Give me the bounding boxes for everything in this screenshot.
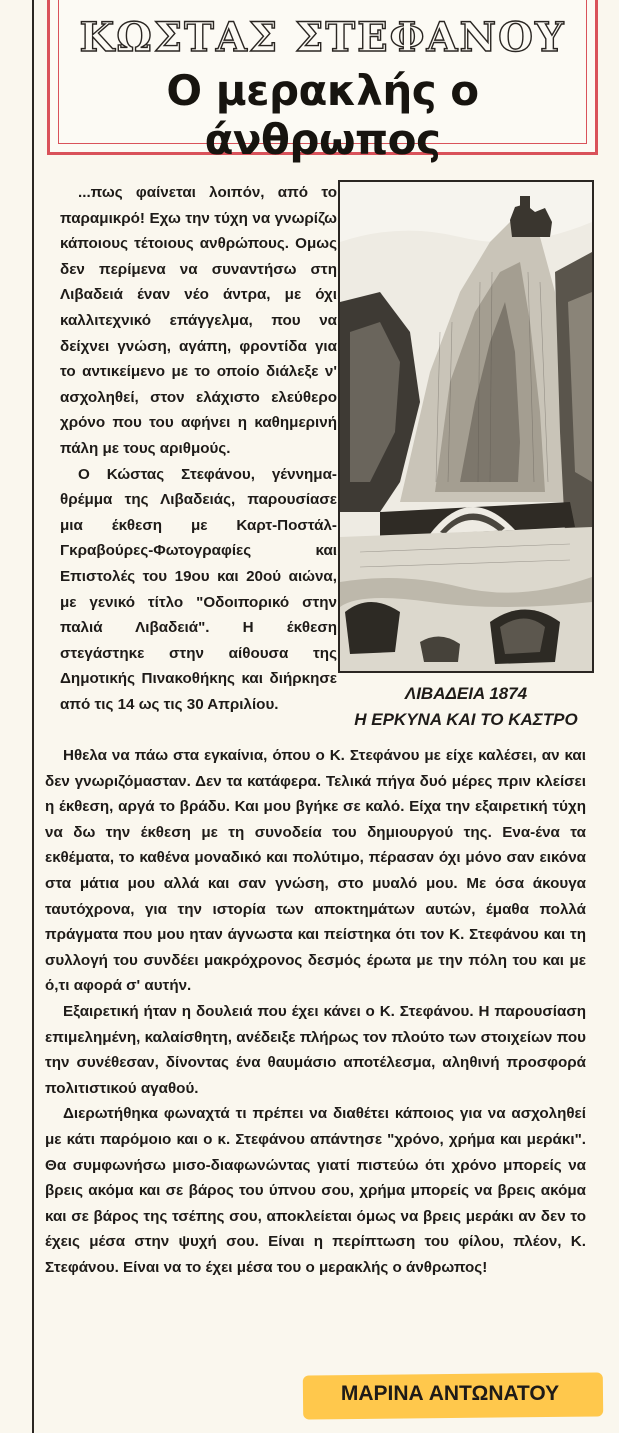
paragraph-4: Εξαιρετική ήταν η δουλειά που έχει κάνει ο Κ. Στεφάνου. Η παρουσίαση επιμελημένη, καλαίσθητη, ανέδειξε πλήρως τον πλούτο των στοιχείων που την συνέθεσαν, δίνοντας ένα θαυμάσιο αποτέλεσμα, αληθινή προσφορά πολιτιστικού αγαθού.	[45, 1002, 586, 1097]
engraving-landscape-icon	[340, 182, 592, 671]
photo-caption-year: ΛΙΒΑΔΕΙΑ 1874	[404, 684, 528, 703]
article-title: Ο μερακλής ο άνθρωπος	[166, 66, 479, 164]
paragraph-3: Ηθελα να πάω στα εγκαίνια, όπου ο Κ. Στεφάνου με είχε καλέσει, αν και δεν γνωριζόμασταν. Δεν τα κατάφερα. Τελικά πήγα δυό μέρες πριν κλείσει η έκθεση, αργά το βράδυ. Και μου βγήκε σε καλό. Είχα την εξαιρετική τύχη να δω την έκθεση με τη συνοδεία του δημιουργού της. Ενα-ένα τα εκθέματα, το καθένα μοναδικό και πολύτιμο, πέρασαν όχι μόνο σαν εικόνα στα μάτια μου αλλά και σαν γνώση, στο μυαλό μου. Με όσα άκουγα ταυτόχρονα, για την ιστορία των αποκτημάτων αυτών, έμαθα πολλά πράγματα που μου ηταν άγνωστα και πείστηκα ότι τον Κ. Στεφάνου και τη συλλογή του συνδέει μακρόχρονος δεσμός έρωτα με την πόλη του και με ό,τι αφορά σ' αυτήν.	[45, 747, 586, 995]
paragraph-2: Ο Κώστας Στεφάνου, γέννημα-θρέμμα της Λιβαδειάς, παρουσίασε μια έκθεση με Καρτ-Ποστάλ-Γκραβούρες-Φωτογραφίες και Επιστολές του 19ου και 20ού αιώνα, με γενικό τίτλο "Οδοιπορικό στην παλιά Λιβαδειά". Η έκθεση στεγάστηκε στην αίθουσα της Δημοτικής Πινακοθήκης και διήρκησε από τις 14 ως τις 30 Απριλίου.	[60, 465, 337, 713]
photo-caption-title: Η ΕΡΚΥΝΑ ΚΑΙ ΤΟ ΚΑΣΤΡΟ	[354, 710, 578, 729]
author-byline: ΜΑΡΙΝΑ ΑΝΤΩΝΑΤΟΥ	[340, 1382, 560, 1405]
headline-frame	[47, 0, 598, 164]
article-body	[45, 743, 586, 1280]
subject-name: ΚΩΣΤΑΣ ΣΤΕΦΑΝΟΥ	[79, 14, 566, 61]
paragraph-5: Διερωτήθηκα φωναχτά τι πρέπει να διαθέτει κάποιος για να ασχοληθεί με κάτι παρόμοιο και ο κ. Στεφάνου απάντησε "χρόνο, χρήμα και μεράκι". Θα συμφωνήσω μισο-διαφωνώντας γιατί πιστεύω ότι χρόνο μπορείς να βρεις ακόμα και σε βάρος του ύπνου σου, χρήμα μπορείς να βρεις ακόμα και σε βάρος της τσέπης σου, αποκλείεται όμως να βρεις μεράκι αν δεν το έχεις μέσα στην ψυχή σου. Είναι η περίπτωση του φίλου, πλέον, Κ. Στεφάνου. Είναι να το έχει μέσα του ο μερακλής ο άνθρωπος!	[45, 1105, 586, 1276]
column-text	[60, 180, 337, 717]
column-rule	[32, 0, 34, 1433]
paragraph-1: ...πως φαίνεται λοιπόν, από το παραμικρό! Εχω την τύχη να γνωρίζω κάποιους τέτοιους ανθρώπους. Ομως δεν περίμενα να συναντήσω στη Λιβαδειά έναν νέο άντρα, με όχι καλλιτεχνικό επάγγελμα, που να δείχνει γνώση, αγάπη, φροντίδα για το αντικείμενο με το οποίο διάλεξε ν' ασχοληθεί, στον ελάχιστο ελεύθερο χρόνο που του αφήνει η καθημερινή πάλη με τους αριθμούς.	[60, 184, 337, 457]
engraving-photo	[338, 180, 594, 673]
